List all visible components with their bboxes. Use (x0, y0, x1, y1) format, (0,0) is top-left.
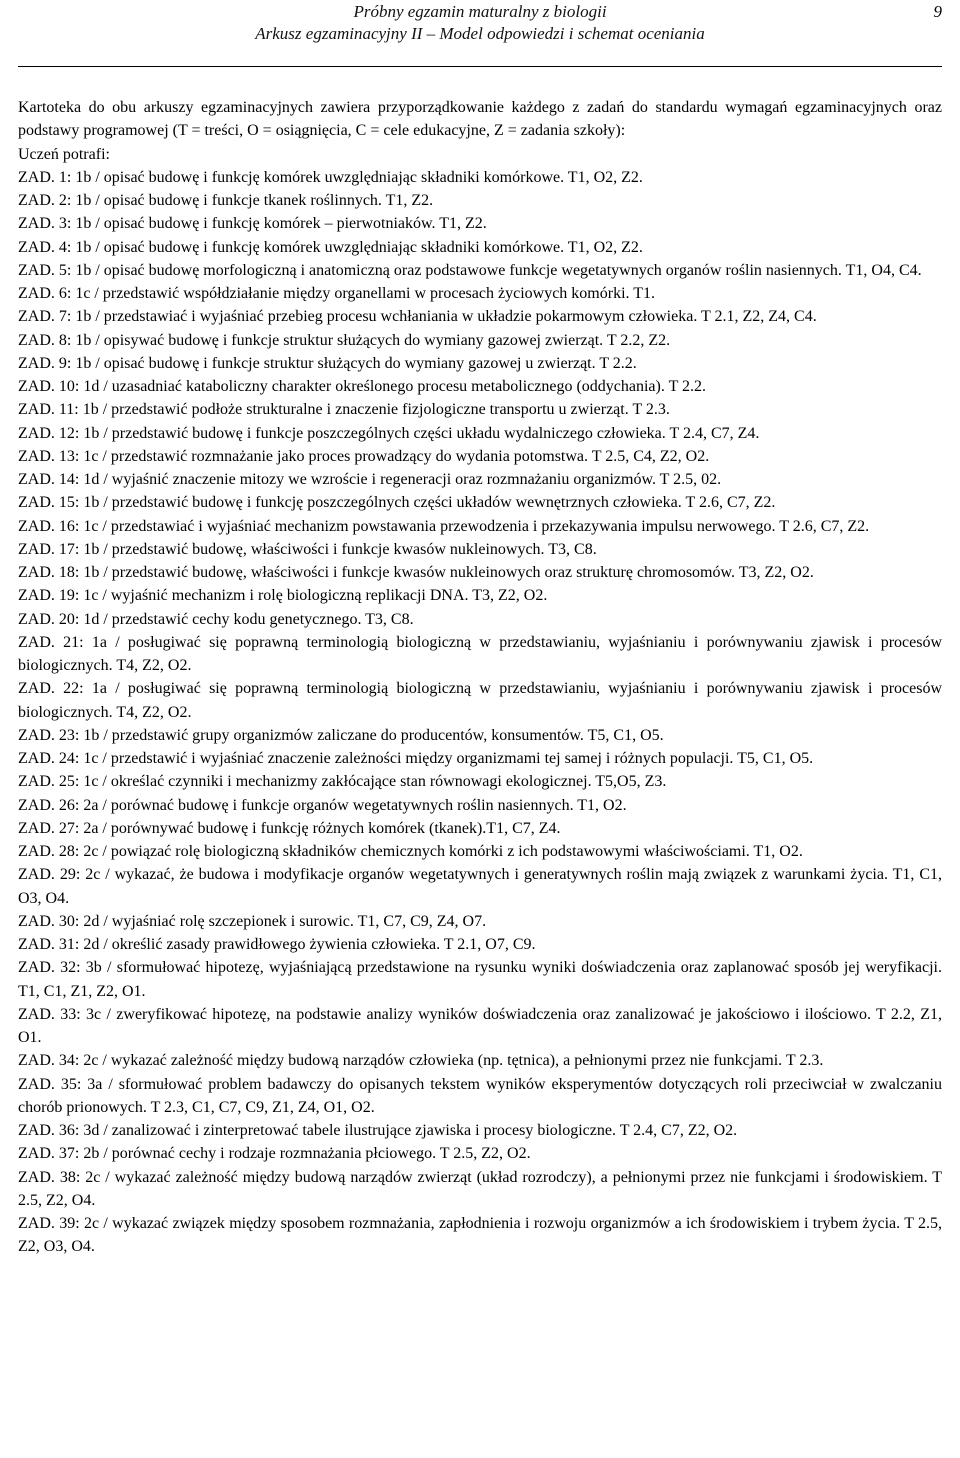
task-item: ZAD. 21: 1a / posługiwać się poprawną terminologią biologiczną w przedstawianiu, wyjaśnianiu i porównywaniu zjawisk i procesów biologicznych. T4, Z2, O2. (18, 633, 942, 674)
task-item: ZAD. 29: 2c / wykazać, że budowa i modyfikacje organów wegetatywnych i generatywnych roślin mają związek z warunkami życia. T1, C1, O3, O4. (18, 866, 942, 907)
task-item: ZAD. 12: 1b / przedstawić budowę i funkcje poszczególnych części układu wydalniczego człowieka. T 2.4, C7, Z4. (18, 424, 760, 442)
task-item: ZAD. 28: 2c / powiązać rolę biologiczną składników chemicznych komórki z ich podstawowymi właściwościami. T1, O2. (18, 843, 803, 860)
task-item: ZAD. 20: 1d / przedstawić cechy kodu genetycznego. T3, C8. (18, 610, 414, 628)
task-item: ZAD. 31: 2d / określić zasady prawidłowego żywienia człowieka. T 2.1, O7, C9. (18, 936, 536, 953)
task-item: ZAD. 16: 1c / przedstawiać i wyjaśniać mechanizm powstawania przewodzenia i przekazywania impulsu nerwowego. T 2.6, C7, Z2. (18, 517, 870, 535)
task-item: ZAD. 19: 1c / wyjaśnić mechanizm i rolę biologiczną replikacji DNA. T3, Z2, O2. (18, 587, 548, 605)
task-item: ZAD. 30: 2d / wyjaśniać rolę szczepionek i surowic. T1, C7, C9, Z4, O7. (18, 912, 487, 930)
task-item: ZAD. 1: 1b / opisać budowę i funkcję komórek uwzględniając składniki komórkowe. T1, O2, Z2. (18, 168, 643, 186)
task-item: ZAD. 17: 1b / przedstawić budowę, właściwości i funkcje kwasów nukleinowych. T3, C8. (18, 540, 597, 558)
task-list (18, 166, 942, 1259)
task-item: ZAD. 25: 1c / określać czynniki i mechanizmy zakłócające stan równowagi ekologicznej. T5,O5, Z3. (18, 773, 667, 791)
task-item: ZAD. 38: 2c / wykazać zależność między budową narządów zwierząt (układ rozrodczy), a pełnionymi przez nie funkcjami i środowiskiem. T 2.5, Z2, O4. (18, 1168, 942, 1209)
header-divider (18, 66, 942, 67)
task-item: ZAD. 35: 3a / sformułować problem badawczy do opisanych tekstem wyników eksperymentów dotyczących roli przeciwciał w zwalczaniu chorób prionowych. T 2.3, C1, C7, C9, Z1, Z4, O1, O2. (18, 1075, 942, 1116)
task-item: ZAD. 33: 3c / zweryfikować hipotezę, na podstawie analizy wyników doświadczenia oraz zanalizować je jakościowo i ilościowo. T 2.2, Z1, O1. (18, 1005, 942, 1046)
task-item: ZAD. 24: 1c / przedstawić i wyjaśniać znaczenie zależności między organizmami tej samej i różnych populacji. T5, C1, O5. (18, 750, 814, 767)
subheading: Uczeń potrafi: (18, 145, 110, 163)
task-item: ZAD. 9: 1b / opisać budowę i funkcje struktur służących do wymiany gazowej u zwierząt. T 2.2. (18, 354, 637, 372)
task-item: ZAD. 13: 1c / przedstawić rozmnażanie jako proces prowadzący do wydania potomstwa. T 2.5, C4, Z2, O2. (18, 447, 710, 465)
page-number: 9 (933, 2, 942, 21)
page-header (0, 0, 960, 70)
task-item: ZAD. 22: 1a / posługiwać się poprawną terminologią biologiczną w przedstawianiu, wyjaśnianiu i porównywaniu zjawisk i procesów biologicznych. T4, Z2, O2. (18, 680, 942, 721)
task-item: ZAD. 39: 2c / wykazać związek między sposobem rozmnażania, zapłodnienia i rozwoju organizmów a ich środowiskiem i trybem życia. T 2.5, Z2, O3, O4. (18, 1215, 942, 1256)
task-item: ZAD. 7: 1b / przedstawiać i wyjaśniać przebieg procesu wchłaniania w układzie pokarmowym człowieka. T 2.1, Z2, Z4, C4. (18, 308, 817, 326)
task-item: ZAD. 37: 2b / porównać cechy i rodzaje rozmnażania płciowego. T 2.5, Z2, O2. (18, 1145, 531, 1163)
header-document-subtitle: Arkusz egzaminacyjny II – Model odpowiedzi i schemat oceniania (255, 24, 705, 43)
task-item: ZAD. 10: 1d / uzasadniać kataboliczny charakter określonego procesu metabolicznego (oddychania). T 2.2. (18, 378, 707, 395)
task-item: ZAD. 3: 1b / opisać budowę i funkcję komórek – pierwotniaków. T1, Z2. (18, 215, 487, 233)
task-item: ZAD. 36: 3d / zanalizować i zinterpretować tabele ilustrujące zjawiska i procesy biologiczne. T 2.4, C7, Z2, O2. (18, 1122, 738, 1139)
task-item: ZAD. 2: 1b / opisać budowę i funkcje tkanek roślinnych. T1, Z2. (18, 192, 434, 209)
task-item: ZAD. 26: 2a / porównać budowę i funkcje organów wegetatywnych roślin nasiennych. T1, O2. (18, 796, 627, 814)
task-item: ZAD. 5: 1b / opisać budowę morfologiczną i anatomiczną oraz podstawowe funkcje wegetatywnych organów roślin nasiennych. T1, O4, C4. (18, 261, 922, 279)
task-item: ZAD. 4: 1b / opisać budowę i funkcję komórek uwzględniając składniki komórkowe. T1, O2, Z2. (18, 238, 643, 256)
task-item: ZAD. 32: 3b / sformułować hipotezę, wyjaśniającą przedstawione na rysunku wyniki doświadczenia oraz zaplanować sposób jej weryfikacji. T1, C1, Z1, Z2, O1. (18, 959, 942, 1000)
task-item: ZAD. 15: 1b / przedstawić budowę i funkcję poszczególnych części układów wewnętrznych człowieka. T 2.6, C7, Z2. (18, 494, 776, 512)
task-item: ZAD. 18: 1b / przedstawić budowę, właściwości i funkcje kwasów nukleinowych oraz strukturę chromosomów. T3, Z2, O2. (18, 564, 814, 581)
task-item: ZAD. 8: 1b / opisywać budowę i funkcje struktur służących do wymiany gazowej zwierząt. T 2.2, Z2. (18, 331, 671, 349)
header-exam-title: Próbny egzamin maturalny z biologii (353, 2, 607, 21)
document-body (18, 96, 942, 1259)
task-item: ZAD. 34: 2c / wykazać zależność między budową narządów człowieka (np. tętnica), a pełnionymi przez nie funkcjami. T 2.3. (18, 1052, 824, 1070)
task-item: ZAD. 6: 1c / przedstawić współdziałanie między organellami w procesach życiowych komórki. T1. (18, 285, 655, 302)
task-item: ZAD. 11: 1b / przedstawić podłoże strukturalne i znaczenie fizjologiczne transportu u zwierząt. T 2.3. (18, 401, 670, 419)
task-item: ZAD. 23: 1b / przedstawić grupy organizmów zaliczane do producentów, konsumentów. T5, C1, O5. (18, 726, 664, 744)
task-item: ZAD. 14: 1d / wyjaśnić znaczenie mitozy we wzroście i regeneracji oraz rozmnażaniu organizmów. T 2.5, 02. (18, 471, 722, 488)
intro-paragraph: Kartoteka do obu arkuszy egzaminacyjnych zawiera przyporządkowanie każdego z zadań do standardu wymagań egzaminacyjnych oraz podstawy programowej (T = treści, O = osiągnięcia, C = cele edukacyjne, Z = zadania szkoły): (18, 99, 942, 140)
task-item: ZAD. 27: 2a / porównywać budowę i funkcję różnych komórek (tkanek).T1, C7, Z4. (18, 819, 561, 837)
